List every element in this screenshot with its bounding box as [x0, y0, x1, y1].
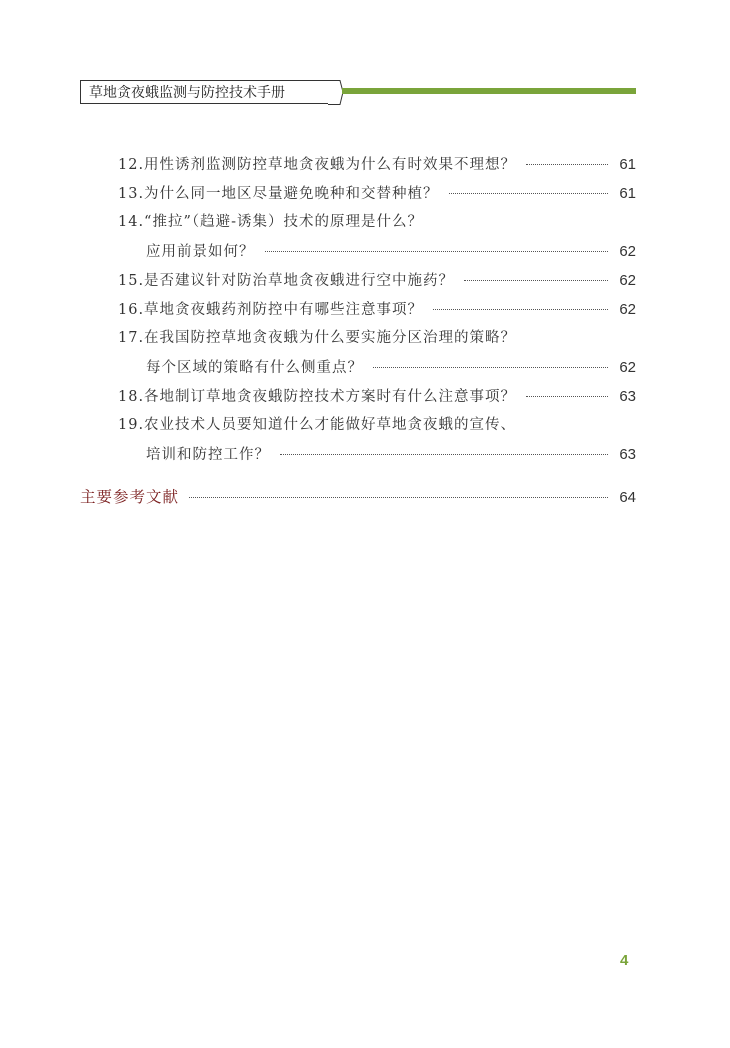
toc-page-number: 62 [619, 243, 636, 260]
toc-entry-text: 18.各地制订草地贪夜蛾防控技术方案时有什么注意事项？ [118, 389, 517, 405]
running-header [80, 80, 636, 108]
dot-leader [373, 367, 608, 368]
toc-page-number: 63 [619, 388, 636, 405]
toc-entry-16[interactable] [80, 295, 636, 324]
toc-entry-12[interactable] [80, 150, 636, 179]
table-of-contents [80, 150, 636, 512]
toc-entry-text: 19.农业技术人员要知道什么才能做好草地贪夜蛾的宣传、 [118, 417, 517, 433]
toc-page-number: 62 [619, 359, 636, 376]
toc-entry-15[interactable] [80, 266, 636, 295]
header-green-rule [342, 88, 636, 94]
toc-page-number: 61 [619, 185, 636, 202]
toc-entry-text: 16.草地贪夜蛾药剂防控中有哪些注意事项？ [118, 302, 424, 318]
toc-entry-17-line2[interactable] [80, 353, 636, 382]
dot-leader [526, 164, 608, 165]
dot-leader [449, 193, 608, 194]
toc-entry-14-line1[interactable] [80, 208, 636, 237]
toc-page-number: 64 [619, 489, 636, 506]
page-folio: 4 [620, 952, 629, 969]
toc-entry-text: 培训和防控工作？ [146, 447, 270, 463]
toc-page-number: 62 [619, 272, 636, 289]
toc-entry-text: 17.在我国防控草地贪夜蛾为什么要实施分区治理的策略？ [118, 330, 517, 346]
toc-entry-text: 15.是否建议针对防治草地贪夜蛾进行空中施药？ [118, 273, 455, 289]
references-label: 主要参考文献 [80, 488, 180, 506]
toc-entry-19-line1[interactable] [80, 411, 636, 440]
toc-page-number: 63 [619, 446, 636, 463]
toc-entry-references[interactable] [80, 483, 636, 512]
toc-entry-13[interactable] [80, 179, 636, 208]
dot-leader [433, 309, 608, 310]
toc-entry-text: 12.用性诱剂监测防控草地贪夜蛾为什么有时效果不理想？ [118, 157, 517, 173]
toc-page-number: 61 [619, 156, 636, 173]
toc-entry-text: 14.“推拉”（趋避-诱集）技术的原理是什么？ [118, 214, 424, 230]
toc-entry-19-line2[interactable] [80, 440, 636, 469]
toc-entry-17-line1[interactable] [80, 324, 636, 353]
toc-entry-text: 应用前景如何？ [146, 244, 255, 260]
dot-leader [526, 396, 608, 397]
running-header-title: 草地贪夜蛾监测与防控技术手册 [80, 80, 330, 104]
dot-leader [464, 280, 608, 281]
toc-page-number: 62 [619, 301, 636, 318]
toc-entry-text: 每个区域的策略有什么侧重点？ [146, 360, 363, 376]
section-gap [80, 469, 636, 483]
dot-leader [280, 454, 608, 455]
toc-entry-14-line2[interactable] [80, 237, 636, 266]
toc-entry-text: 13.为什么同一地区尽量避免晚种和交替种植？ [118, 186, 439, 202]
dot-leader [189, 497, 608, 498]
dot-leader [265, 251, 609, 252]
toc-entry-18[interactable] [80, 382, 636, 411]
